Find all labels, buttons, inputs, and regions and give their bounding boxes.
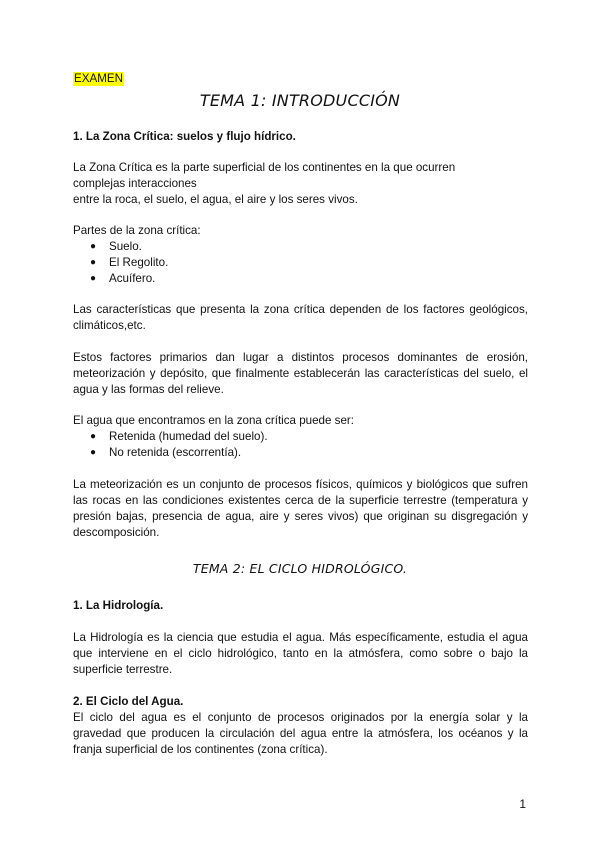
partes-list <box>73 239 528 287</box>
bullet-icon: ● <box>90 273 97 284</box>
paragraph-ciclo: El ciclo del agua es el conjunto de procesos originados por la energía solar y la gravedad que producen la circulación del agua entre la atmósfera, los océanos y la franja superficial de los continentes (zona crítica). <box>73 711 528 756</box>
list-item <box>73 271 528 287</box>
list-item-text: El Regolito. <box>109 256 169 269</box>
list-item-text: Retenida (humedad del suelo). <box>109 430 268 443</box>
bullet-icon: ● <box>90 447 97 458</box>
paragraph-caracteristicas: Las características que presenta la zona crítica dependen de los factores geológicos, climáticos,etc. <box>73 303 528 332</box>
list-item-text: Suelo. <box>109 240 142 253</box>
examen-label: EXAMEN <box>74 72 123 85</box>
list-item <box>73 445 528 461</box>
tema1-paragraph-1 <box>73 160 528 208</box>
tema2-title: TEMA 2: EL CICLO HIDROLÓGICO. <box>192 561 408 576</box>
agua-intro: El agua que encontramos en la zona crítica puede ser: <box>73 414 355 427</box>
paragraph-meteorizacion: La meteorización es un conjunto de procesos físicos, químicos y biológicos que sufren las rocas en las condiciones existentes cerca de la superficie terrestre (temperatura y presión bajas, presencia de agua, aire y seres vivos) que originan su disgregación y descomposición. <box>73 478 528 539</box>
list-item <box>73 255 528 271</box>
paragraph-line: entre la roca, el suelo, el agua, el aire y los seres vivos. <box>73 193 358 206</box>
list-item <box>73 239 528 255</box>
bullet-icon: ● <box>90 241 97 252</box>
agua-list <box>73 429 528 461</box>
paragraph-factores: Estos factores primarios dan lugar a distintos procesos dominantes de erosión, meteorización y depósito, que finalmente establecerán las características del suelo, el agua y las formas del relieve. <box>73 351 528 396</box>
page-number: 1 <box>519 797 526 811</box>
bullet-icon: ● <box>90 431 97 442</box>
tema1-section1-heading: 1. La Zona Crítica: suelos y flujo hídrico. <box>73 130 296 143</box>
bullet-icon: ● <box>90 257 97 268</box>
paragraph-hidrologia: La Hidrología es la ciencia que estudia el agua. Más específicamente, estudia el agua que interviene en el ciclo hidrológico, tanto en la atmósfera, como sobre o bajo la superficie terrestre. <box>73 631 528 676</box>
list-item <box>73 429 528 445</box>
partes-intro: Partes de la zona crítica: <box>73 224 201 237</box>
tema2-section1-heading: 1. La Hidrología. <box>73 599 164 612</box>
tema2-section2-heading: 2. El Ciclo del Agua. <box>73 695 184 708</box>
tema1-title: TEMA 1: INTRODUCCIÓN <box>199 91 401 110</box>
paragraph-line: complejas interacciones <box>73 177 197 190</box>
paragraph-line: La Zona Crítica es la parte superficial de los continentes en la que ocurren <box>73 161 456 174</box>
list-item-text: No retenida (escorrentía). <box>109 446 242 459</box>
list-item-text: Acuífero. <box>109 272 156 285</box>
